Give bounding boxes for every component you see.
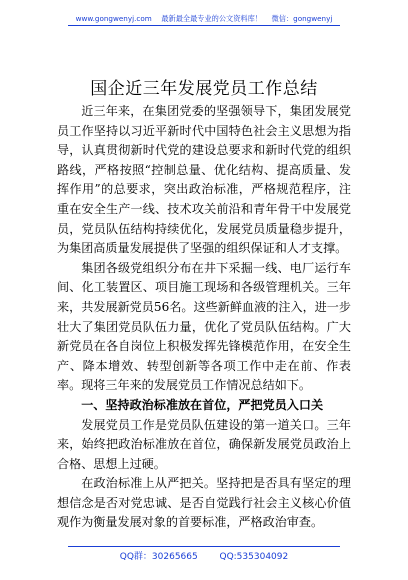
document-body xyxy=(57,102,351,533)
qq-group: QQ群：30265665 xyxy=(119,552,198,562)
site-slogan: 最新最全最专业的公文资料库！ xyxy=(161,14,262,23)
site-link[interactable]: www.gongwenyj.com xyxy=(75,14,152,23)
paragraph-section1-b: 在政治标准上从严把关。坚持把是否具有坚定的理想信念是否对党忠诚、是否自觉践行社会主义核心价值观作为衡量发展对象的首要标准，严格政治审查。 xyxy=(57,476,351,530)
wechat-id: 微信：gongwenyj xyxy=(271,14,333,23)
page-footer xyxy=(0,549,408,562)
paragraph-overview: 集团各级党组织分布在井下采掘一线、电厂运行车间、化工装置区、项目施工现场和各级管理机关。三年来，共发展新党员56名。这些新鲜血液的注入，进一步壮大了集团党员队伍力量，优化了党员队伍结构。广大新党员在各自岗位上积极发挥先锋模范作用，在安全生产、降本增效、转型创新等各项工作中走在前、作表率。现将三年来的发展党员工作情况总结如下。 xyxy=(57,260,351,393)
footer-divider xyxy=(68,546,340,547)
paragraph-intro: 近三年来，在集团党委的坚强领导下，集团发展党员工作坚持以习近平新时代中国特色社会主义思想为指导，认真贯彻新时代党的建设总要求和新时代党的组织路线，严格按照“控制总量、优化结构、提高质量、发挥作用”的总要求，突出政治标准，严格规范程序，注重在安全生产一线、技术攻关前沿和青年骨干中发展党员，党员队伍结构持续优化，发展党员质量稳步提升，为集团高质量发展提供了坚强的组织保证和人才支撑。 xyxy=(57,104,351,256)
paragraph-section1-a: 发展党员工作是党员队伍建设的第一道关口。三年来，始终把政治标准放在首位，确保新发展党员政治上合格、思想上过硬。 xyxy=(57,417,351,471)
document-title: 国企近三年发展党员工作总结 xyxy=(90,79,318,99)
section-heading-1: 一、坚持政治标准放在首位，严把党员入口关 xyxy=(81,397,324,412)
qq-number: QQ:535304092 xyxy=(219,552,289,562)
